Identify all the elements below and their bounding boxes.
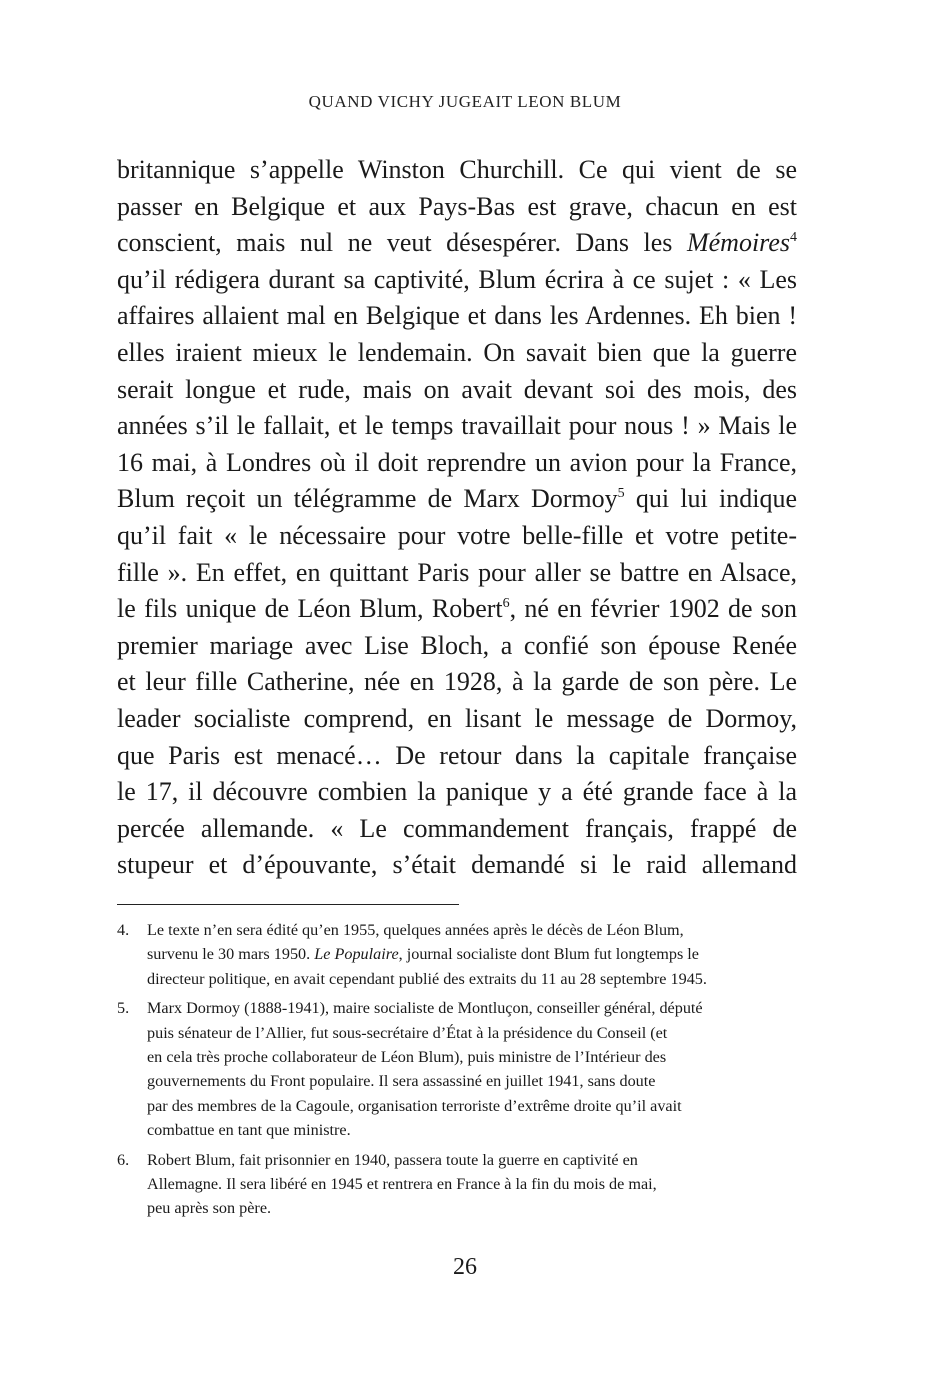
footnote-line: combattue en tant que ministre. [147,1121,351,1140]
body-line: serait longue et rude, mais on avait devant soi des mois, des [117,374,797,404]
footnote-6 [117,1148,797,1221]
body-line-text: , né en février 1902 de son [509,594,797,624]
footnote-line-text: , journal socialiste dont Blum fut longtemps le [398,945,699,964]
body-line-text: Blum reçoit un télégramme de Marx Dormoy [117,484,618,514]
footnote-number: 5. [117,999,130,1018]
body-line: fille ». En effet, en quittant Paris pour aller se battre en Alsace, [117,557,797,587]
footnote-line: puis sénateur de l’Allier, fut sous-secrétaire d’État à la présidence du Conseil (et [147,1023,668,1042]
footnote-line: par des membres de la Cagoule, organisation terroriste d’extrême droite qu’il avait [147,1096,682,1115]
body-line [117,591,797,628]
footnote-line [147,942,797,966]
body-line: 16 mai, à Londres où il doit reprendre un avion pour la France, [117,447,797,477]
body-line [117,225,797,262]
body-line-text: qui lui indique [624,484,797,514]
body-line: percée allemande. « Le commandement français, frappé de [117,813,797,843]
le-populaire-title: Le Populaire [314,945,399,964]
body-line: britannique s’appelle Winston Churchill. Ce qui vient de se [117,155,797,184]
footnote-line: peu après son père. [147,1199,272,1218]
body-line: et leur fille Catherine, née en 1928, à la garde de son père. Le [117,667,797,697]
footnote-separator [117,904,459,905]
footnote-number: 6. [117,1150,130,1169]
running-head: QUAND VICHY JUGEAIT LEON BLUM [308,92,622,111]
footnote-line: gouvernements du Front populaire. Il sera assassiné en juillet 1941, sans doute [147,1072,656,1091]
footnote-line: Marx Dormoy (1888-1941), maire socialiste de Montluçon, conseiller général, député [147,999,703,1018]
memoires-title: Mémoires [686,228,790,258]
body-line-text: conscient, mais nul ne veut désespérer. Dans les [117,228,687,258]
footnote-line-text: survenu le 30 mars 1950. [147,945,315,964]
body-line: elles iraient mieux le lendemain. On savait bien que la guerre [117,337,797,367]
footnote-number: 4. [117,921,130,939]
page-number: 26 [453,1254,477,1280]
body-line: premier mariage avec Lise Bloch, a confié son épouse Renée [117,630,797,660]
body-line: qu’il fait « le nécessaire pour votre belle-fille et votre petite- [117,520,797,550]
body-line: qu’il rédigera durant sa captivité, Blum écrira à ce sujet : « Les [117,264,797,294]
footnotes [117,918,797,1226]
footnote-ref-5: 5 [617,486,625,502]
footnote-line: directeur politique, en avait cependant publié des extraits du 11 au 28 septembre 1945. [147,969,707,988]
body-line: que Paris est menacé… De retour dans la capitale française [117,740,797,770]
body-line: années s’il le fallait, et le temps travaillait pour nous ! » Mais le [117,411,797,441]
body-line: le 17, il découvre combien la panique y a été grande face à la [117,777,797,807]
body-line-text: le fils unique de Léon Blum, Robert [117,594,503,624]
footnote-line: Robert Blum, fait prisonnier en 1940, passera toute la guerre en captivité en [147,1150,638,1169]
body-line: affaires allaient mal en Belgique et dans les Ardennes. Eh bien ! [117,301,797,331]
footnote-4 [117,918,797,991]
footnote-5 [117,996,797,1142]
footnote-line: en cela très proche collaborateur de Léon Blum), puis ministre de l’Intérieur des [147,1048,667,1067]
body-text [117,152,797,884]
body-line: stupeur et d’épouvante, s’était demandé si le raid allemand [117,850,797,880]
footnote-ref-4: 4 [790,230,797,246]
body-line: passer en Belgique et aux Pays-Bas est grave, chacun en est [117,191,797,221]
footnote-line: Le texte n’en sera édité qu’en 1955, quelques années après le décès de Léon Blum, [147,921,684,939]
footnote-ref-6: 6 [502,596,510,612]
body-line: leader socialiste comprend, en lisant le message de Dormoy, [117,703,797,733]
body-line [117,481,797,518]
footnote-line: Allemagne. Il sera libéré en 1945 et rentrera en France à la fin du mois de mai, [147,1175,657,1194]
